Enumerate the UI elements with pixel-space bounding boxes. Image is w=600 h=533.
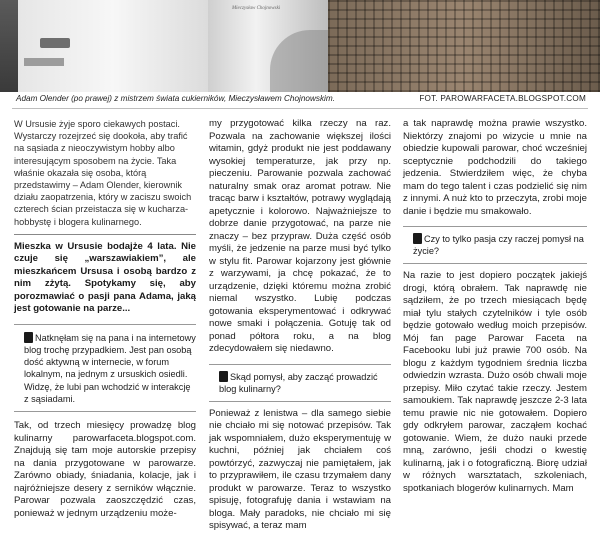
intro-text: Mieszka w Ursusie bodajże 4 lata. Nie czuje się „warszawiakiem”, ale mieszkańcem Ursusa i osobą bardzo z nim zżytą. Spotykamy się, aby porozmawiać o pasji pana Adama, jaką jest gotowanie na parze...	[14, 240, 196, 315]
body-text: Ponieważ z lenistwa – dla samego siebie nie chciało mi się notować przepisów. Tak jak wspomniałem, dużo eksperymentuję w kuchni, później jak chciałem coś powtórzyć, zazwyczaj nie pamiętałem, jak to przyprawiłem, ile czasu trzymałem dany produkt w parowarze. Teraz to wszystko spisuję, fotografuję dania i wstawiam na bloga. Mały paradoks, nie chciało mi się spisywać, a teraz mam	[209, 407, 391, 531]
question-box	[403, 226, 587, 264]
question-text: Skąd pomysł, aby zacząć prowadzić blog kulinarny?	[219, 371, 378, 394]
column-2	[209, 118, 391, 533]
photo-credit: FOT. PAROWARFACETA.BLOGSPOT.COM	[419, 94, 586, 103]
plaid-shirt	[328, 0, 600, 92]
question-icon	[219, 371, 228, 382]
question-box	[209, 364, 391, 402]
question-text: Czy to tylko pasja czy raczej pomysł na życie?	[413, 234, 584, 256]
question-text: Natknęłam się na pana i na internetowy blog trochę przypadkiem. Jest pan osobą dość aktywną w internecie, w forum lokalnym, na jednym z ursuskich osiedli. Widzę, że lubi pan wchodzić w interakcję z sąsiadami.	[24, 332, 196, 404]
photo-name-tag: Mieczysław Chojnowski	[232, 6, 281, 11]
column-3	[403, 118, 587, 495]
body-text: my przygotować kilka rzeczy na raz. Pozwala na zachowanie większej ilości witamin, gdyż produkt nie jest poddawany wysokiej temperaturze, jak przy np. pieczeniu. Parowanie pozwala zachować naturalny smak oraz aromat potraw. Nie tracąc barw i kształtów, potrawy wyglądają apetycznie i kolorowo. Najważniejsze to dobrze danie przygotować, na parze nie znaczy – bez przypraw. Duża część osób myśli, że jedzenie na parze musi być tylko w stylu fit. Parowar kojarzony jest głównie z warzywami, ja chcę pokazać, że to urządzenie, dzięki któremu można zrobić niemal wszystko. Lubię podczas gotowania eksperymentować i odkrywać nowe smaki i połączenia. Gotuję tak od ponad półtora roku, a na blog zdecydowałem się niedawno.	[209, 118, 391, 354]
column-1	[14, 118, 196, 520]
lead-text: W Ursusie żyje sporo ciekawych postaci. Wystarczy rozejrzeć się dookoła, aby trafić na sąsiada z nieoczywistym hobby albo interesującym sposobem na życie. Taka właśnie okazała się osoba, którą przedstawimy – Adam Olender, kierownik działu zaopatrzenia, który w zaciszu swoich czterech ścian przeistacza się w kucharza-hobbystę i blogera kulinarnego.	[14, 119, 192, 227]
body-text: Tak, od trzech miesięcy prowadzę blog kulinarny parowarfaceta.blogspot.com. Znajdują się tam moje autorskie przepisy na dania przygotowane w parowarze. Zarówno obiady, śniadania, kolacje, jak i najróżniejsze desery z serników włącznie. Parowar pozwala zaoszczędzić czas, ponieważ w jednym urządzeniu może-	[14, 420, 196, 519]
body-text: a tak naprawdę można prawie wszystko. Niektórzy znajomi po wizycie u mnie na obiedzie kupowali parowar, choć wcześniej sceptycznie podchodzili do takiego jedzenia. Stwierdziłem więc, że chyba mam do tego talent i czas podzielić się nim z innymi. A nuż kto to przeczyta, zrobi moje danie i będzie mu smakowało.	[403, 118, 587, 217]
photo-caption: Adam Olender (po prawej) z mistrzem świata cukierników, Mieczysławem Chojnowskim.	[16, 94, 335, 103]
question-icon	[24, 332, 33, 343]
article-photo	[0, 0, 600, 92]
question-icon	[413, 233, 422, 244]
divider	[12, 108, 588, 109]
divider	[14, 234, 196, 235]
question-box	[14, 324, 196, 412]
body-text: Na razie to jest dopiero początek jakiejś drogi, którą obrałem. Tak naprawdę nie sądziłem, że po trzech miesiącach będę miał tylu stałych czytelników i tyle osób będzie gotowało według moich przepisów. Mój fan page Parowar Faceta na Facebooku lubi już prawie 700 osób. Na blogu z każdym tygodniem średnia liczba odwiedzin wzrasta. Dużo osób chwali moje przepisy. Miło czytać takie rzeczy. Jestem samoukiem. Tak naprawdę jeszcze 2-3 lata temu prawie nic nie gotowałem. Dopiero gdy odkryłem parowar, zacząłem kochać gotowanie. Wiem, że dużo nauki przede mną, zarówno, jeśli chodzi o kwestię kulinarną, jak i o fotograficzną. Biorę udział w różnych warsztatach, szkoleniach, spotkaniach blogerów kulinarnych. Mam	[403, 270, 587, 494]
